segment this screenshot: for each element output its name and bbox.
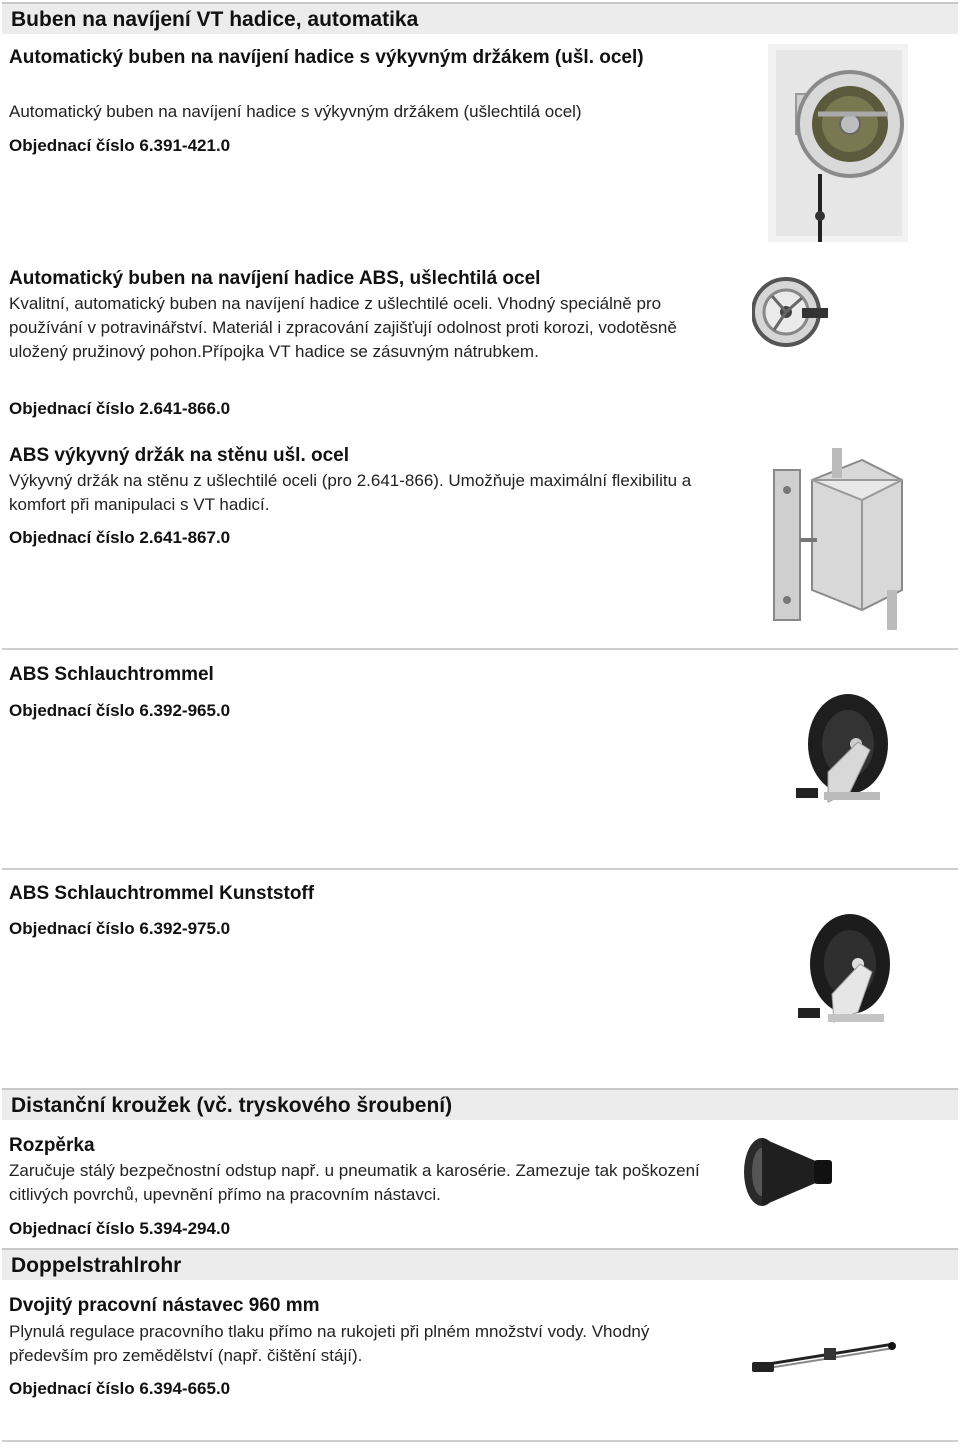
- product-description: Výkyvný držák na stěnu z ušlechtilé oceli (pro 2.641-866). Umožňuje maximální flexibilitu a komfort při manipulaci s VT hadicí.: [9, 471, 692, 514]
- product-title: Rozpěrka: [9, 1135, 95, 1156]
- product-title: Dvojitý pracovní nástavec 960 mm: [9, 1295, 320, 1316]
- section-header-spacer-ring: [2, 1088, 958, 1120]
- product-description: Automatický buben na navíjení hadice s výkyvným držákem (ušlechtilá ocel): [9, 102, 582, 121]
- order-number: Objednací číslo 6.392-965.0: [9, 701, 231, 720]
- black-plastic-hose-drum-photo: [792, 912, 892, 1036]
- double-lance-photo: [750, 1334, 900, 1378]
- product-description: Plynulá regulace pracovního tlaku přímo na rukojeti při plném množství vody. Vhodný především pro zemědělství (např. čištění stájí).: [9, 1322, 650, 1365]
- wall-mounted-hose-reel-photo: [768, 44, 908, 242]
- order-number: Objednací číslo 6.391-421.0: [9, 136, 231, 155]
- black-hose-drum-photo: [788, 692, 888, 818]
- section-divider: [2, 868, 958, 870]
- product-title: ABS výkyvný držák na stěnu ušl. ocel: [9, 445, 350, 466]
- section-divider: [2, 648, 958, 650]
- product-title: ABS Schlauchtrommel: [9, 664, 214, 685]
- section-title: Distanční kroužek (vč. tryskového šroubení): [11, 1094, 453, 1117]
- product-title: ABS Schlauchtrommel Kunststoff: [9, 883, 315, 904]
- order-number: Objednací číslo 6.394-665.0: [9, 1379, 231, 1398]
- order-number: Objednací číslo 2.641-867.0: [9, 528, 231, 547]
- spacer-cone-photo: [740, 1134, 836, 1210]
- section-header-hose-reel: [2, 2, 958, 34]
- product-title: Automatický buben na navíjení hadice ABS, ušlechtilá ocel: [9, 268, 541, 289]
- stainless-hose-reel-photo: [752, 268, 832, 358]
- section-title: Doppelstrahlrohr: [11, 1254, 182, 1277]
- order-number: Objednací číslo 6.392-975.0: [9, 919, 231, 938]
- section-header-double-lance: [2, 1248, 958, 1280]
- page-bottom-divider: [2, 1440, 958, 1442]
- order-number: Objednací číslo 5.394-294.0: [9, 1219, 231, 1238]
- product-description: Kvalitní, automatický buben na navíjení hadice z ušlechtilé oceli. Vhodný speciálně pro používání v potravinářství. Materiál i zpracování zajišťují odolnost proti korozi, vodotěsně uložený pružinový pohon.Přípojka VT hadice se zásuvným nátrubkem.: [9, 294, 677, 361]
- section-title: Buben na navíjení VT hadice, automatika: [11, 8, 419, 31]
- order-number: Objednací číslo 2.641-866.0: [9, 399, 231, 418]
- product-title: Automatický buben na navíjení hadice s výkyvným držákem (ušl. ocel): [9, 47, 644, 68]
- product-description: Zaručuje stálý bezpečnostní odstup např. u pneumatik a karosérie. Zamezuje tak poškození citlivých povrchů, upevnění přímo na pracovním nástavci.: [9, 1161, 700, 1204]
- swivel-wall-bracket-photo: [772, 440, 912, 636]
